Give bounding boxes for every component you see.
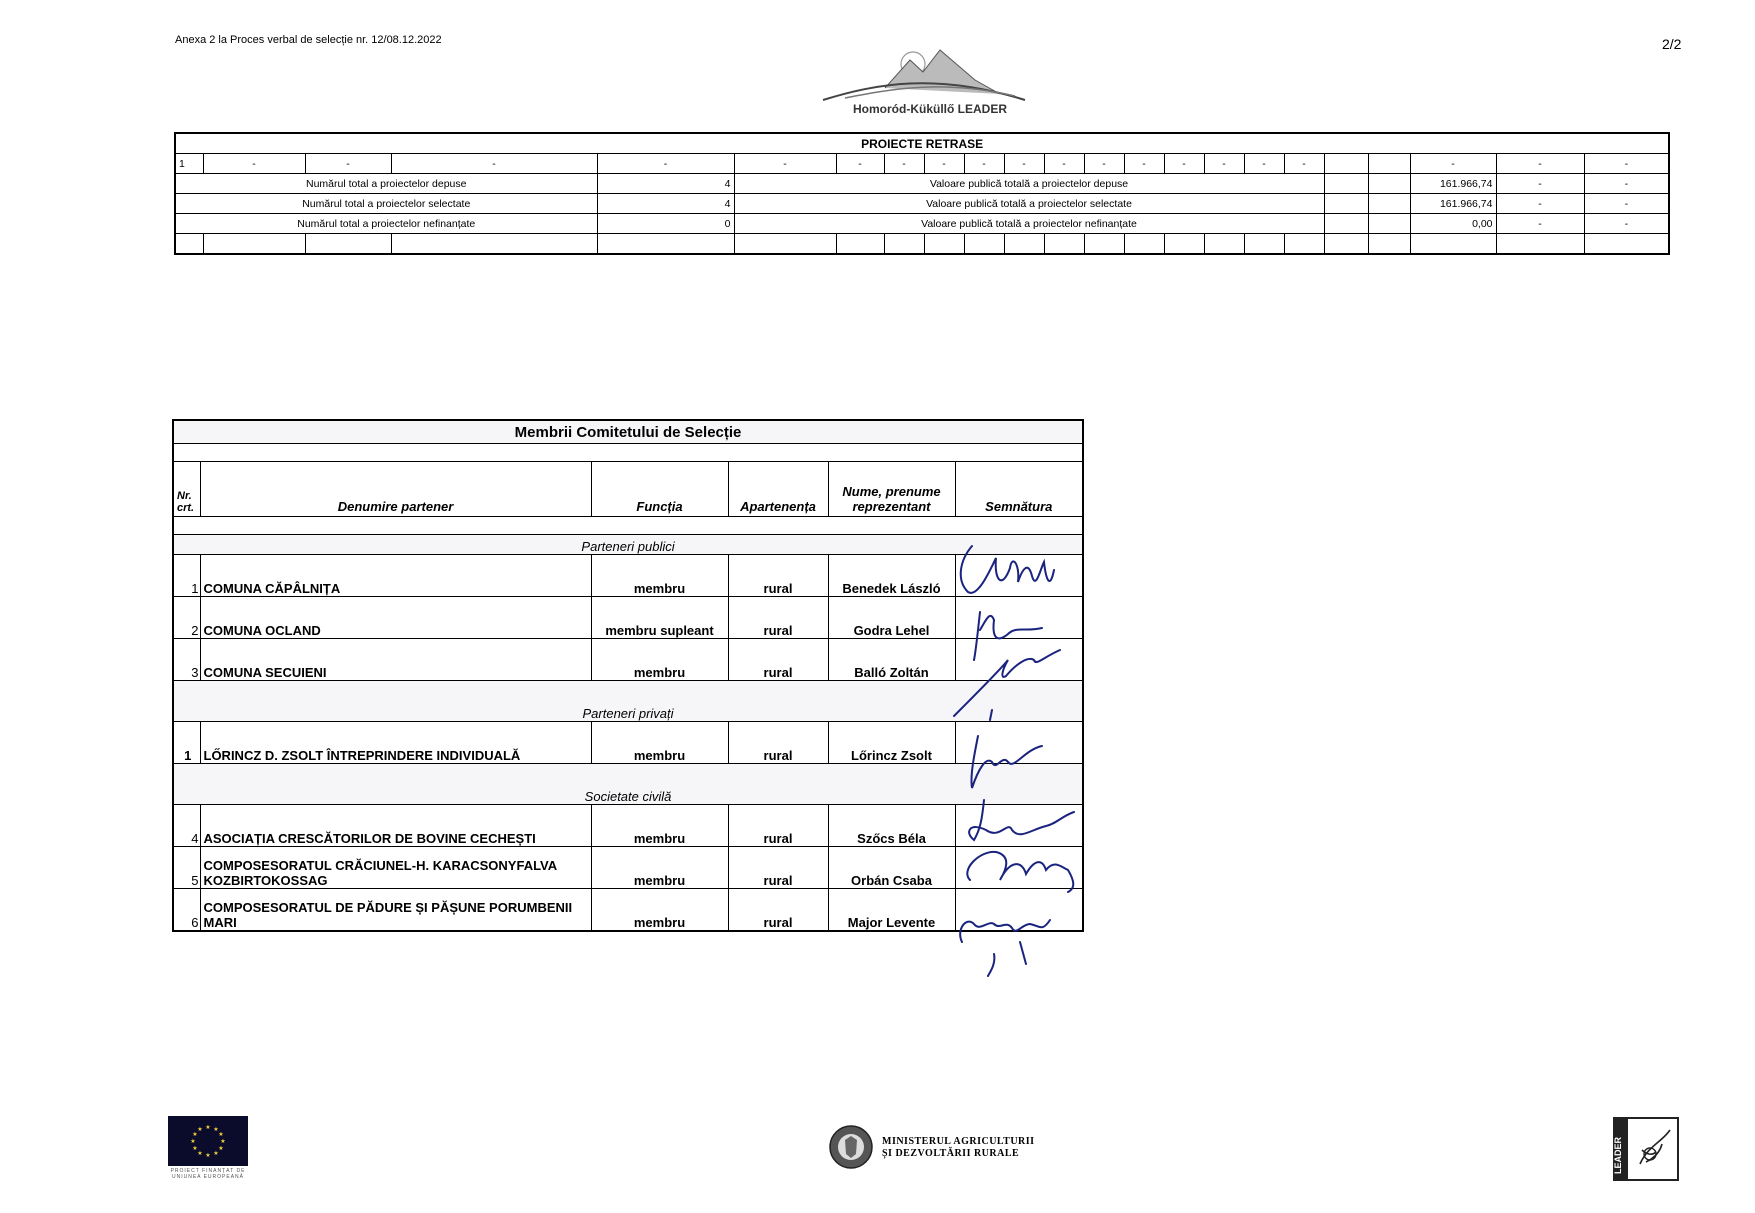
totals-row-unfunded <box>175 214 1669 234</box>
cell: - <box>1410 154 1496 174</box>
total-value: 0,00 <box>1410 214 1496 234</box>
cell <box>1324 214 1368 234</box>
partner-belonging: rural <box>728 847 828 889</box>
cell: - <box>1244 154 1284 174</box>
row-nr: 5 <box>173 847 200 889</box>
total-label: Numărul total a proiectelor selectate <box>175 194 597 214</box>
section-private: Parteneri privați <box>173 681 1083 722</box>
svg-text:★: ★ <box>192 1145 198 1152</box>
partner-rep: Lőrincz Zsolt <box>828 722 955 764</box>
cell: - <box>1584 194 1669 214</box>
total-value: 161.966,74 <box>1410 174 1496 194</box>
partner-name <box>200 847 591 889</box>
partner-belonging: rural <box>728 889 828 932</box>
cell: - <box>203 154 305 174</box>
lag-logo <box>810 42 1050 122</box>
committee-title: Membrii Comitetului de Selecție <box>173 420 1083 444</box>
total-count: 4 <box>597 174 734 194</box>
table-row <box>173 722 1083 764</box>
table-row <box>173 555 1083 597</box>
svg-text:★: ★ <box>213 1126 219 1133</box>
partner-name <box>200 805 591 847</box>
row-nr: 3 <box>173 639 200 681</box>
partner-rep: Benedek László <box>828 555 955 597</box>
withdrawn-projects-table <box>174 132 1670 255</box>
government-seal-icon <box>828 1124 874 1170</box>
svg-text:★: ★ <box>205 1152 211 1159</box>
withdrawn-title: PROIECTE RETRASE <box>175 133 1669 154</box>
partner-function: membru <box>591 805 728 847</box>
committee-header-row <box>173 462 1083 517</box>
cell: - <box>1496 154 1584 174</box>
partner-name: COMUNA CĂPÂLNIȚA <box>200 555 591 597</box>
cell: - <box>1584 174 1669 194</box>
svg-text:★: ★ <box>220 1138 226 1145</box>
ministry-line1: MINISTERUL AGRICULTURII <box>882 1136 1035 1147</box>
cell: - <box>1496 174 1584 194</box>
cell <box>1368 154 1410 174</box>
cell: - <box>1284 154 1324 174</box>
cell <box>1324 174 1368 194</box>
total-value-label: Valoare publică totală a proiectelor nefinanțate <box>734 214 1324 234</box>
partner-name: COMUNA SECUIENI <box>200 639 591 681</box>
committee-table <box>172 419 1084 932</box>
svg-text:★: ★ <box>197 1126 203 1133</box>
table-row <box>173 805 1083 847</box>
partner-rep: Major Levente <box>828 889 955 932</box>
table-row <box>173 639 1083 681</box>
eu-caption: PROIECT FINANȚAT DE UNIUNEA EUROPEANĂ <box>170 1168 246 1180</box>
total-value-label: Valoare publică totală a proiectelor selectate <box>734 194 1324 214</box>
partner-rep: Balló Zoltán <box>828 639 955 681</box>
row-nr: 1 <box>173 555 200 597</box>
ministry-logo <box>828 1124 1048 1170</box>
partner-function: membru <box>591 722 728 764</box>
cell <box>1368 194 1410 214</box>
svg-text:★: ★ <box>192 1131 198 1138</box>
svg-text:★: ★ <box>218 1131 224 1138</box>
cell <box>1324 154 1368 174</box>
partner-belonging: rural <box>728 639 828 681</box>
svg-text:★: ★ <box>213 1150 219 1157</box>
eu-flag-icon <box>168 1116 248 1166</box>
partner-belonging: rural <box>728 805 828 847</box>
partner-rep: Godra Lehel <box>828 597 955 639</box>
col-belonging: Apartenența <box>728 462 828 517</box>
logo-caption: Homoród-Küküllő LEADER <box>853 102 1007 116</box>
partner-belonging: rural <box>728 597 828 639</box>
cell: - <box>836 154 884 174</box>
cell: - <box>1496 194 1584 214</box>
partner-rep: Orbán Csaba <box>828 847 955 889</box>
row-nr: 4 <box>173 805 200 847</box>
ministry-name <box>882 1136 1035 1160</box>
row-nr: 2 <box>173 597 200 639</box>
cell: - <box>305 154 391 174</box>
eu-logo <box>168 1116 248 1180</box>
svg-text:★: ★ <box>205 1124 211 1131</box>
partner-name-line1: COMPOSESORATUL CRĂCIUNEL-H. KARACSONYFALVA <box>203 858 558 873</box>
cell: - <box>1004 154 1044 174</box>
table-row <box>173 597 1083 639</box>
total-value-label: Valoare publică totală a proiectelor depuse <box>734 174 1324 194</box>
partner-name <box>200 889 591 932</box>
cell: - <box>964 154 1004 174</box>
total-value: 161.966,74 <box>1410 194 1496 214</box>
partner-name: LŐRINCZ D. ZSOLT ÎNTREPRINDERE INDIVIDUALĂ <box>200 722 591 764</box>
page-number: 2/2 <box>1662 36 1682 52</box>
partner-name: COMUNA OCLAND <box>200 597 591 639</box>
cell: - <box>1584 154 1669 174</box>
cell: - <box>1164 154 1204 174</box>
cell <box>1368 214 1410 234</box>
partner-name-line2: MARI <box>203 915 237 930</box>
cell: - <box>884 154 924 174</box>
row-nr: 1 <box>173 722 200 764</box>
partner-belonging: rural <box>728 555 828 597</box>
withdrawn-row <box>175 154 1669 174</box>
spacer-row <box>173 517 1083 535</box>
partner-name-line1: COMPOSESORATUL DE PĂDURE ȘI PĂȘUNE PORUMBENII <box>203 900 573 915</box>
cell: - <box>1084 154 1124 174</box>
cell: - <box>1204 154 1244 174</box>
partner-rep: Szőcs Béla <box>828 805 955 847</box>
cell: - <box>1584 214 1669 234</box>
col-partner: Denumire partener <box>200 462 591 517</box>
col-nr: Nr. crt. <box>173 462 200 517</box>
partner-name-line1: ASOCIAȚIA CRESCĂTORILOR DE BOVINE CECHEȘTI <box>203 831 536 846</box>
document-reference: Anexa 2 la Proces verbal de selecție nr. 12/08.12.2022 <box>175 34 442 46</box>
table-row <box>173 889 1083 932</box>
section-public: Parteneri publici <box>173 535 1083 555</box>
leader-label: LEADER <box>1613 1136 1623 1174</box>
section-civil: Societate civilă <box>173 764 1083 805</box>
svg-text:★: ★ <box>218 1145 224 1152</box>
cell: - <box>1044 154 1084 174</box>
partner-belonging: rural <box>728 722 828 764</box>
cell: - <box>597 154 734 174</box>
col-function: Funcția <box>591 462 728 517</box>
leader-logo-icon <box>1612 1116 1680 1182</box>
cell: - <box>1496 214 1584 234</box>
col-representative: Nume, prenume reprezentant <box>828 462 955 517</box>
empty-row <box>175 234 1669 255</box>
row-nr: 6 <box>173 889 200 932</box>
total-count: 4 <box>597 194 734 214</box>
partner-function: membru <box>591 639 728 681</box>
spacer-row <box>173 444 1083 462</box>
total-count: 0 <box>597 214 734 234</box>
handwritten-signatures <box>950 540 1100 980</box>
col-signature: Semnătura <box>955 462 1083 517</box>
partner-function: membru <box>591 555 728 597</box>
table-row <box>173 847 1083 889</box>
mountain-logo-icon <box>815 42 1045 104</box>
partner-function: membru <box>591 847 728 889</box>
total-label: Numărul total a proiectelor nefinanțate <box>175 214 597 234</box>
partner-function: membru <box>591 889 728 932</box>
cell <box>1368 174 1410 194</box>
cell <box>1324 194 1368 214</box>
partner-function: membru supleant <box>591 597 728 639</box>
row-number: 1 <box>175 154 203 174</box>
cell: - <box>734 154 836 174</box>
total-label: Numărul total a proiectelor depuse <box>175 174 597 194</box>
totals-row-selected <box>175 194 1669 214</box>
leader-logo <box>1612 1116 1680 1182</box>
cell: - <box>924 154 964 174</box>
svg-text:★: ★ <box>190 1138 196 1145</box>
partner-name-line2: KOZBIRTOKOSSAG <box>203 873 328 888</box>
totals-row-submitted <box>175 174 1669 194</box>
ministry-line2: ȘI DEZVOLTĂRII RURALE <box>882 1148 1020 1159</box>
cell: - <box>1124 154 1164 174</box>
cell: - <box>391 154 597 174</box>
svg-text:★: ★ <box>197 1150 203 1157</box>
